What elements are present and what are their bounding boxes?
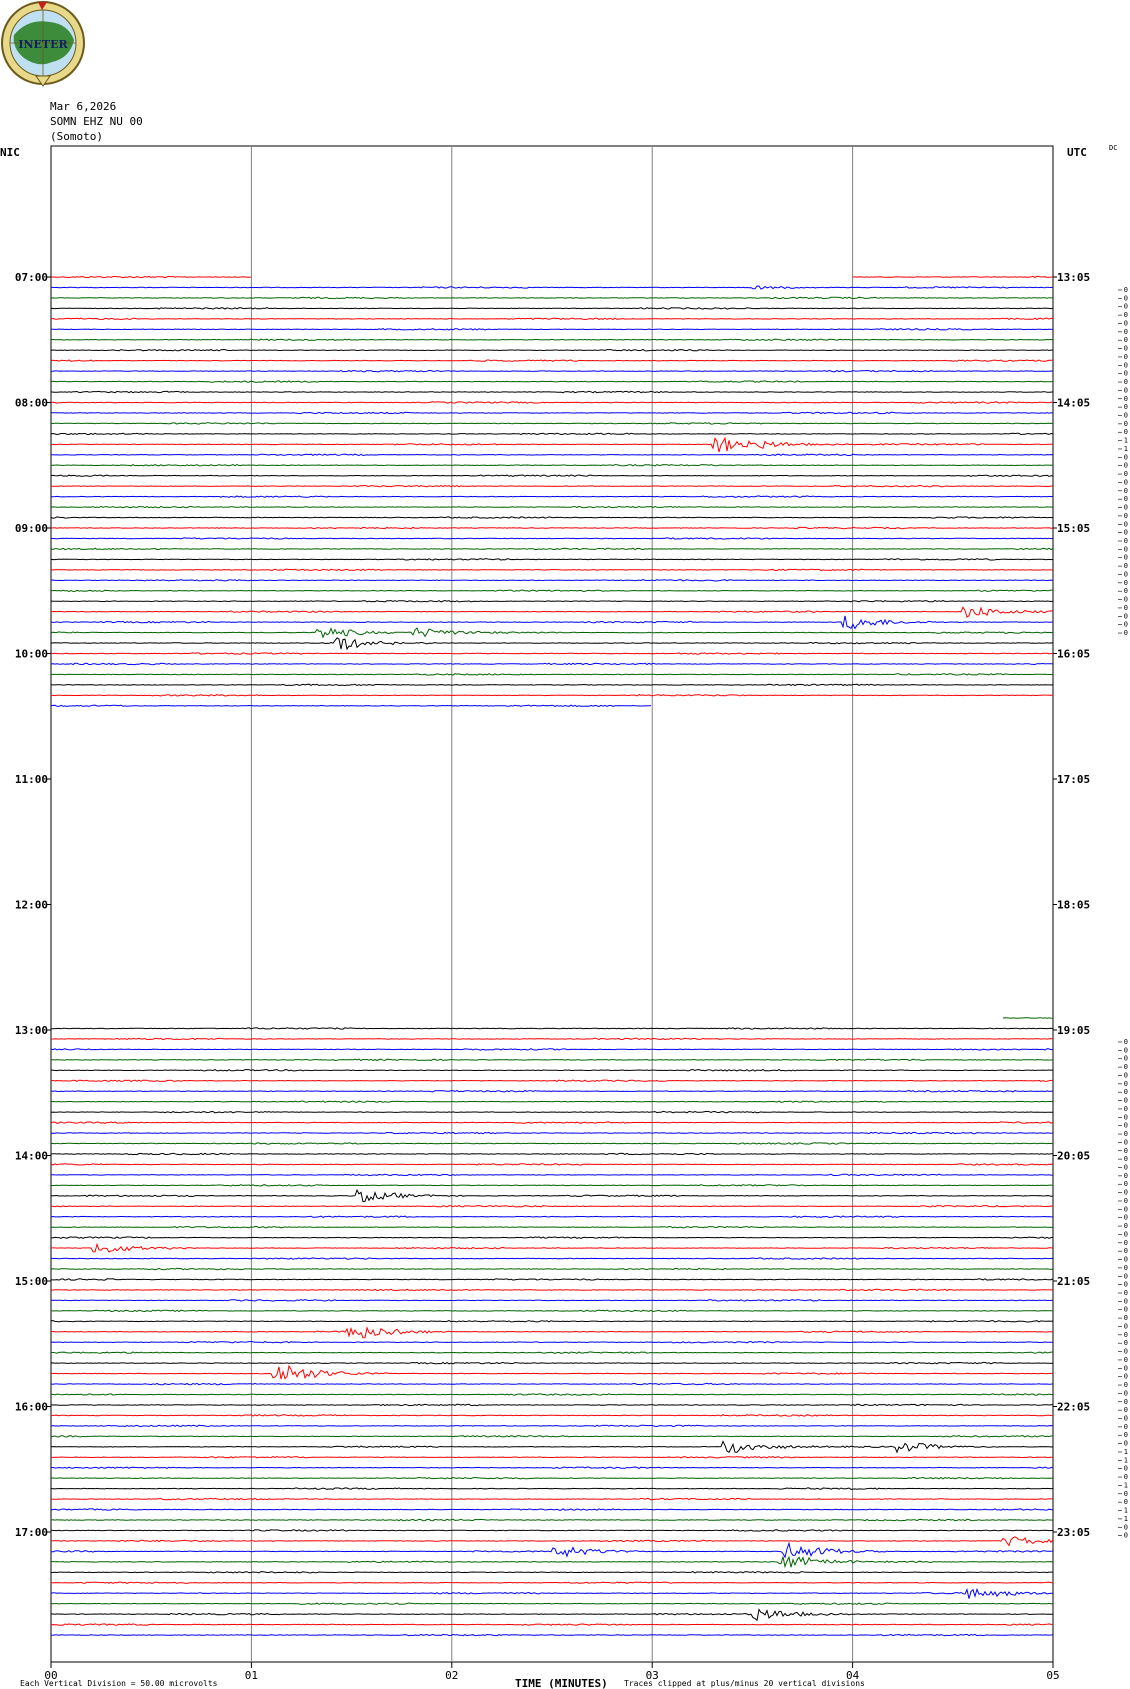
dc-value: 0 (1123, 319, 1128, 328)
dc-value: 0 (1123, 1297, 1128, 1306)
dc-value: 0 (1123, 1347, 1128, 1356)
dc-value: 0 (1123, 453, 1128, 462)
right-hour-label: 16:05 (1057, 647, 1091, 661)
dc-value: 0 (1123, 595, 1128, 604)
dc-value: 0 (1123, 1422, 1128, 1431)
seismic-trace (51, 391, 1053, 392)
right-axis-label: UTC (1067, 146, 1087, 159)
seismic-trace (51, 1436, 1053, 1437)
seismic-trace (51, 1059, 1053, 1060)
dc-value: 0 (1123, 1339, 1128, 1348)
plot-frame (51, 146, 1053, 1662)
dc-value: 0 (1123, 386, 1128, 395)
right-hour-label: 20:05 (1057, 1149, 1091, 1163)
dc-value: 0 (1123, 1096, 1128, 1105)
dc-value: 0 (1123, 394, 1128, 403)
dc-value: 0 (1123, 1439, 1128, 1448)
dc-value: 0 (1123, 1247, 1128, 1256)
dc-value: 0 (1123, 336, 1128, 345)
dc-value: 0 (1123, 1372, 1128, 1381)
dc-value: 0 (1123, 428, 1128, 437)
seismic-trace (51, 1543, 1053, 1557)
seismic-trace (1003, 1018, 1053, 1019)
seismic-trace (51, 1383, 1053, 1384)
dc-value: 0 (1123, 1355, 1128, 1364)
dc-value: 0 (1123, 1038, 1128, 1046)
seismic-trace (51, 705, 651, 706)
right-hour-label: 13:05 (1057, 271, 1091, 284)
seismic-trace (51, 1028, 1053, 1029)
logo-text: INETER (18, 38, 68, 51)
dc-value: 0 (1123, 411, 1128, 420)
dc-value: 0 (1123, 1046, 1128, 1055)
left-hour-label: 14:00 (14, 1149, 48, 1163)
seismic-trace (51, 684, 1053, 685)
dc-value: 0 (1123, 562, 1128, 571)
right-hour-label: 18:05 (1057, 898, 1091, 912)
seismic-trace (51, 318, 1053, 319)
right-hour-label: 17:05 (1057, 773, 1091, 786)
dc-value: 1 (1123, 1506, 1128, 1515)
seismic-trace (51, 423, 1053, 424)
seismic-trace (51, 580, 1053, 581)
dc-value: 0 (1123, 1063, 1128, 1072)
seismic-trace (51, 486, 1053, 487)
seismic-trace (51, 1310, 1053, 1311)
seismic-trace (51, 1038, 1053, 1039)
seismic-trace (51, 496, 1053, 497)
seismic-trace (51, 616, 1053, 629)
station-label: SOMN EHZ NU 00 (50, 115, 143, 128)
dc-value: 0 (1123, 1414, 1128, 1423)
dc-value: 0 (1123, 1222, 1128, 1231)
seismic-trace (51, 1582, 1053, 1583)
seismic-trace (51, 1111, 1053, 1112)
seismic-trace (51, 475, 1053, 476)
seismic-trace (51, 1352, 1053, 1353)
dc-value: 0 (1123, 1473, 1128, 1482)
dc-value: 0 (1123, 1130, 1128, 1139)
dc-value: 0 (1123, 1531, 1128, 1540)
dc-value: 0 (1123, 1498, 1128, 1507)
dc-value: 0 (1123, 1104, 1128, 1113)
seismic-trace (51, 548, 1053, 549)
dc-value: 0 (1123, 403, 1128, 412)
dc-value: 0 (1123, 1213, 1128, 1222)
dc-value: 0 (1123, 1088, 1128, 1097)
right-hour-label: 14:05 (1057, 396, 1091, 410)
seismic-trace (51, 638, 1053, 649)
dc-value: 0 (1123, 286, 1128, 294)
seismic-trace (51, 1519, 1053, 1520)
seismic-trace (51, 1404, 1053, 1405)
seismic-trace (51, 1300, 1053, 1301)
seismic-trace (51, 465, 1053, 466)
dc-value: 0 (1123, 1205, 1128, 1214)
seismic-trace (51, 1080, 1053, 1081)
dc-value: 0 (1123, 1464, 1128, 1473)
dc-value: 0 (1123, 1289, 1128, 1297)
dc-value: 0 (1123, 1523, 1128, 1532)
seismic-trace (51, 1530, 1053, 1531)
dc-value: 0 (1123, 1113, 1128, 1122)
seismic-trace (51, 1415, 1053, 1416)
seismic-trace (51, 1394, 1053, 1395)
dc-value: 0 (1123, 495, 1128, 504)
dc-value: 0 (1123, 537, 1128, 545)
dc-value: 0 (1123, 511, 1128, 520)
right-hour-label: 19:05 (1057, 1024, 1091, 1037)
seismic-trace (51, 1185, 1053, 1186)
left-axis-label: NIC (0, 146, 20, 159)
seismic-trace (51, 663, 1053, 664)
right-hour-label: 23:05 (1057, 1526, 1091, 1539)
seismic-trace (51, 308, 1053, 309)
dc-value: 0 (1123, 1196, 1128, 1205)
dc-value: 0 (1123, 1188, 1128, 1197)
seismic-trace (51, 1268, 1053, 1269)
seismic-trace (51, 1478, 1053, 1479)
seismic-trace (51, 628, 1053, 637)
dc-value: 0 (1123, 1364, 1128, 1373)
seismic-trace (51, 1589, 1053, 1598)
seismic-trace (51, 1279, 1053, 1280)
dc-value: 0 (1123, 545, 1128, 554)
dc-value: 0 (1123, 578, 1128, 587)
seismic-trace (51, 1603, 1053, 1604)
left-hour-label: 08:00 (14, 396, 48, 410)
dc-value: 0 (1123, 1489, 1128, 1498)
seismic-trace (51, 517, 1053, 518)
dc-value: 0 (1123, 344, 1128, 353)
dc-value: 0 (1123, 587, 1128, 596)
dc-value: 0 (1123, 1263, 1128, 1272)
seismic-trace (51, 1132, 1053, 1133)
dc-value: 0 (1123, 1146, 1128, 1155)
dc-value: 0 (1123, 1238, 1128, 1247)
seismic-trace (51, 371, 1053, 372)
dc-value: 0 (1123, 1272, 1128, 1281)
seismic-trace (51, 590, 1053, 591)
seismic-trace (51, 1537, 1053, 1546)
dc-value: 0 (1123, 1138, 1128, 1147)
dc-value: 1 (1123, 1514, 1128, 1523)
seismic-trace (51, 569, 1053, 570)
dc-value: 0 (1123, 486, 1128, 495)
seismic-trace (51, 607, 1053, 617)
seismic-trace (51, 1610, 1053, 1621)
dc-value: 0 (1123, 369, 1128, 378)
seismic-trace (51, 1070, 1053, 1071)
seismic-trace (51, 1258, 1053, 1259)
seismic-trace (51, 433, 1053, 434)
seismic-trace (51, 360, 1053, 361)
dc-value: 0 (1123, 461, 1128, 470)
seismic-trace (51, 329, 1053, 330)
trace-group (51, 276, 1053, 1635)
seismic-trace (51, 1190, 1053, 1202)
plot-grid (47, 146, 1122, 1668)
x-tick-label: 03 (645, 1669, 659, 1682)
dc-value: 0 (1123, 1431, 1128, 1440)
x-tick-label: 01 (244, 1669, 259, 1682)
seismic-trace (51, 1321, 1053, 1322)
left-hour-label: 12:00 (14, 898, 48, 912)
left-hour-label: 13:00 (14, 1024, 48, 1037)
seismic-trace (51, 1572, 1053, 1573)
seismic-trace (51, 1366, 1053, 1379)
seismic-trace (51, 412, 1053, 413)
dc-value: 1 (1123, 1447, 1128, 1456)
seismic-trace (51, 381, 1053, 382)
dc-value: 0 (1123, 1381, 1128, 1390)
seismic-trace (51, 402, 1053, 403)
dc-value: 0 (1123, 1305, 1128, 1314)
dc-value: 0 (1123, 612, 1128, 621)
seismic-trace (51, 276, 1053, 277)
seismic-trace (51, 1289, 1053, 1290)
seismic-trace (51, 1624, 1053, 1625)
seismic-trace (51, 1237, 1053, 1238)
dc-value: 0 (1123, 620, 1128, 629)
seismic-trace (51, 1362, 1053, 1363)
left-hour-label: 15:00 (14, 1275, 48, 1288)
dc-value: 0 (1123, 553, 1128, 562)
seismic-trace (51, 297, 1053, 298)
dc-value: 0 (1123, 302, 1128, 311)
dc-value: 0 (1123, 603, 1128, 612)
dc-value: 0 (1123, 311, 1128, 320)
seismic-trace (51, 1244, 1053, 1252)
seismic-trace (51, 1206, 1053, 1207)
dc-value: 0 (1123, 1180, 1128, 1189)
dc-value: 0 (1123, 503, 1128, 512)
dc-value: 1 (1123, 1481, 1128, 1490)
dc-value: 0 (1123, 1079, 1128, 1088)
seismic-trace (51, 438, 1053, 452)
dc-value: 1 (1123, 444, 1128, 453)
seismic-trace (51, 454, 1053, 455)
dc-value: 0 (1123, 1389, 1128, 1398)
dc-value: 0 (1123, 570, 1128, 579)
right-hour-label: 22:05 (1057, 1400, 1091, 1414)
seismic-trace (51, 1091, 1053, 1092)
dc-value: 0 (1123, 1314, 1128, 1323)
left-hour-label: 09:00 (14, 522, 48, 535)
seismic-trace (51, 695, 1053, 696)
dc-value: 0 (1123, 1071, 1128, 1080)
left-hour-label: 16:00 (14, 1400, 48, 1414)
date-label: Mar 6,2026 (50, 100, 117, 113)
seismic-trace (51, 559, 1053, 560)
seismic-trace (51, 538, 1053, 539)
seismic-trace (51, 506, 1053, 507)
dc-value: 0 (1123, 1255, 1128, 1264)
seismic-trace (51, 1328, 1053, 1338)
left-hour-label: 11:00 (14, 773, 48, 786)
seismic-trace (51, 1101, 1053, 1102)
right-hour-label: 15:05 (1057, 522, 1091, 535)
seismic-trace (51, 1488, 1053, 1489)
dc-value: 0 (1123, 361, 1128, 370)
seismic-trace (51, 1425, 1053, 1426)
x-tick-label: 00 (44, 1669, 58, 1682)
x-tick-label: 05 (1046, 1669, 1060, 1682)
dc-value: 0 (1123, 1171, 1128, 1180)
x-tick-label: 04 (845, 1669, 860, 1682)
dc-value: 0 (1123, 419, 1128, 428)
seismic-trace (51, 1227, 1053, 1228)
seismic-trace (51, 286, 1053, 289)
dc-value: 0 (1123, 294, 1128, 303)
dc-value: 0 (1123, 1330, 1128, 1339)
dc-value: 0 (1123, 1163, 1128, 1172)
dc-value: 0 (1123, 1121, 1128, 1130)
dc-value: 0 (1123, 520, 1128, 529)
dc-value: 0 (1123, 528, 1128, 537)
dc-value: 0 (1123, 1406, 1128, 1415)
seismic-trace (51, 1498, 1053, 1499)
seismic-trace (51, 601, 1053, 602)
seismic-trace (51, 674, 1053, 675)
seismic-trace (51, 1509, 1053, 1510)
dc-value: 0 (1123, 470, 1128, 479)
dc-value: 0 (1123, 629, 1128, 638)
dc-label: DC (1109, 144, 1118, 152)
dc-value: 1 (1123, 1456, 1128, 1465)
seismic-trace (51, 653, 1053, 654)
dc-value: 0 (1123, 1322, 1128, 1331)
seismic-trace (51, 1153, 1053, 1154)
seismic-trace (51, 350, 1053, 351)
clipping-note: Traces clipped at plus/minus 20 vertical divisions (624, 1679, 865, 1688)
x-tick-label: 02 (445, 1669, 459, 1682)
dc-value: 0 (1123, 1280, 1128, 1289)
left-hour-label: 07:00 (14, 271, 48, 284)
seismic-trace (51, 1049, 1053, 1050)
right-hour-label: 21:05 (1057, 1275, 1091, 1288)
dc-value: 0 (1123, 1155, 1128, 1164)
seismic-trace (51, 1442, 1053, 1453)
seismic-trace (51, 1216, 1053, 1217)
x-axis-title: TIME (MINUTES) (515, 1677, 608, 1689)
seismic-trace (51, 1634, 1053, 1635)
dc-value: 0 (1123, 478, 1128, 487)
seismic-trace (51, 1467, 1053, 1468)
seismic-trace (51, 1457, 1053, 1458)
dc-value: 0 (1123, 1054, 1128, 1063)
left-hour-label: 17:00 (14, 1526, 48, 1539)
dc-value: 0 (1123, 352, 1128, 361)
dc-value: 0 (1123, 1230, 1128, 1239)
dc-value: 1 (1123, 436, 1128, 445)
left-hour-label: 10:00 (14, 647, 48, 661)
seismic-trace (51, 1143, 1053, 1144)
seismic-trace (51, 1122, 1053, 1123)
seismic-trace (51, 527, 1053, 528)
dc-value: 0 (1123, 327, 1128, 336)
seismic-trace (51, 1164, 1053, 1165)
dc-value: 0 (1123, 1397, 1128, 1406)
seismic-trace (51, 339, 1053, 340)
vertical-division-note: Each Vertical Division = 50.00 microvolts (20, 1679, 218, 1688)
seismic-trace (51, 1557, 1053, 1568)
seismic-trace (51, 1174, 1053, 1175)
seismic-trace (51, 1342, 1053, 1343)
dc-value: 0 (1123, 378, 1128, 387)
location-label: (Somoto) (50, 130, 103, 143)
